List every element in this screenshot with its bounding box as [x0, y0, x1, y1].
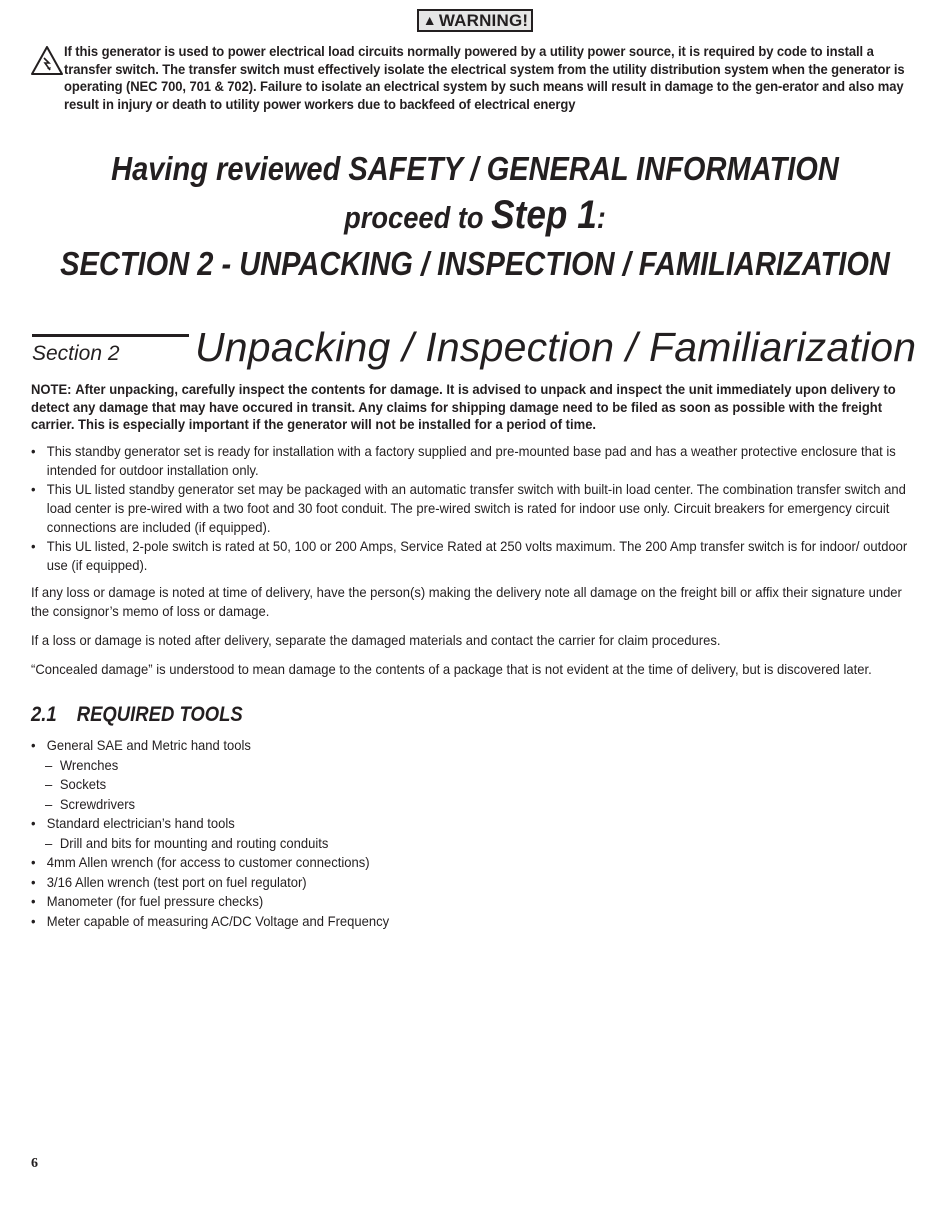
proceed-step: Step 1	[491, 193, 597, 237]
list-item: • 4mm Allen wrench (for access to customer connections)	[31, 853, 589, 873]
required-tools-list	[31, 736, 589, 931]
electrical-hazard-icon	[31, 46, 64, 76]
proceed-line-2	[57, 192, 893, 241]
page-number: 6	[31, 1156, 38, 1171]
list-item: • 3/16 Allen wrench (test port on fuel regulator)	[31, 873, 589, 893]
list-subitem: – Wrenches	[31, 756, 589, 776]
warning-label	[417, 9, 534, 32]
section-rule	[32, 334, 189, 337]
warning-triangle-icon: ▲	[422, 12, 437, 28]
note-lead: NOTE:	[31, 381, 72, 397]
required-tools-title: REQUIRED TOOLS	[76, 703, 243, 726]
list-item: • This UL listed, 2-pole switch is rated at 50, 100 or 200 Amps, Service Rated at 250 volts maximum. The 200 Amp transfer switch is for indoor/ outdoor use (if equipped).	[31, 537, 915, 575]
required-tools-heading	[31, 703, 243, 727]
proceed-line-1: Having reviewed SAFETY / GENERAL INFORMATION	[111, 150, 839, 187]
list-item: • This UL listed standby generator set may be packaged with an automatic transfer switch with built-in load center. The combination transfer switch and load center is pre-wired with a two foot and 30 foot conduit. The pre-wired switch is rated for indoor use only. Circuit breakers for emergency circuit connections are included (if equipped).	[31, 480, 915, 537]
proceed-header	[0, 146, 950, 287]
note-paragraph	[31, 381, 919, 434]
list-subitem: – Sockets	[31, 775, 589, 795]
note-text: After unpacking, carefully inspect the contents for damage. It is advised to unpack and inspect the unit immediately upon delivery to detect any damage that may have occured in transit. Any claims for shipping damage need to be filed as soon as possible with the freight carrier. This is especially important if the generator will not be installed for a period of time.	[31, 381, 896, 432]
proceed-line-3: SECTION 2 - UNPACKING / INSPECTION / FAMILIARIZATION	[60, 245, 890, 282]
proceed-suffix: :	[596, 200, 606, 235]
required-tools-number: 2.1	[31, 703, 57, 726]
proceed-prefix: proceed to	[344, 200, 492, 235]
paragraph-concealed-damage: “Concealed damage” is understood to mean damage to the contents of a package that is not evident at the time of delivery, but is discovered later.	[31, 661, 872, 677]
list-item: • Manometer (for fuel pressure checks)	[31, 892, 589, 912]
warning-label-wrap	[0, 9, 950, 32]
warning-label-text: WARNING!	[438, 11, 529, 30]
list-item: • General SAE and Metric hand tools	[31, 736, 589, 756]
paragraph-loss-at-delivery: If any loss or damage is noted at time of delivery, have the person(s) making the delivery note all damage on the freight bill or affix their signature under the consignor’s memo of loss or damage.	[31, 584, 902, 619]
warning-text: If this generator is used to power electrical load circuits normally powered by a utility power source, it is required by code to install a transfer switch. The transfer switch must effectively isolate the electrical system from the utility distribution system when the generator is operating (NEC 700, 701 & 702). Failure to isolate an electrical system by such means will result in damage to the gen-erator and also may result in injury or death to utility power workers due to backfeed of electrical energy	[64, 43, 905, 112]
list-item: • Meter capable of measuring AC/DC Voltage and Frequency	[31, 912, 589, 932]
info-bullets	[31, 442, 915, 575]
list-subitem: – Screwdrivers	[31, 795, 589, 815]
paragraph-loss-after-delivery: If a loss or damage is noted after delivery, separate the damaged materials and contact the carrier for claim procedures.	[31, 632, 721, 648]
list-item: • Standard electrician’s hand tools	[31, 814, 589, 834]
section-label: Section 2	[32, 342, 120, 365]
list-subitem: – Drill and bits for mounting and routing conduits	[31, 834, 589, 854]
section-title: Unpacking / Inspection / Familiarization	[195, 324, 917, 370]
warning-block	[31, 43, 905, 113]
list-item: • This standby generator set is ready for installation with a factory supplied and pre-mounted base pad and has a weather protective enclosure that is intended for outdoor installation only.	[31, 442, 915, 480]
